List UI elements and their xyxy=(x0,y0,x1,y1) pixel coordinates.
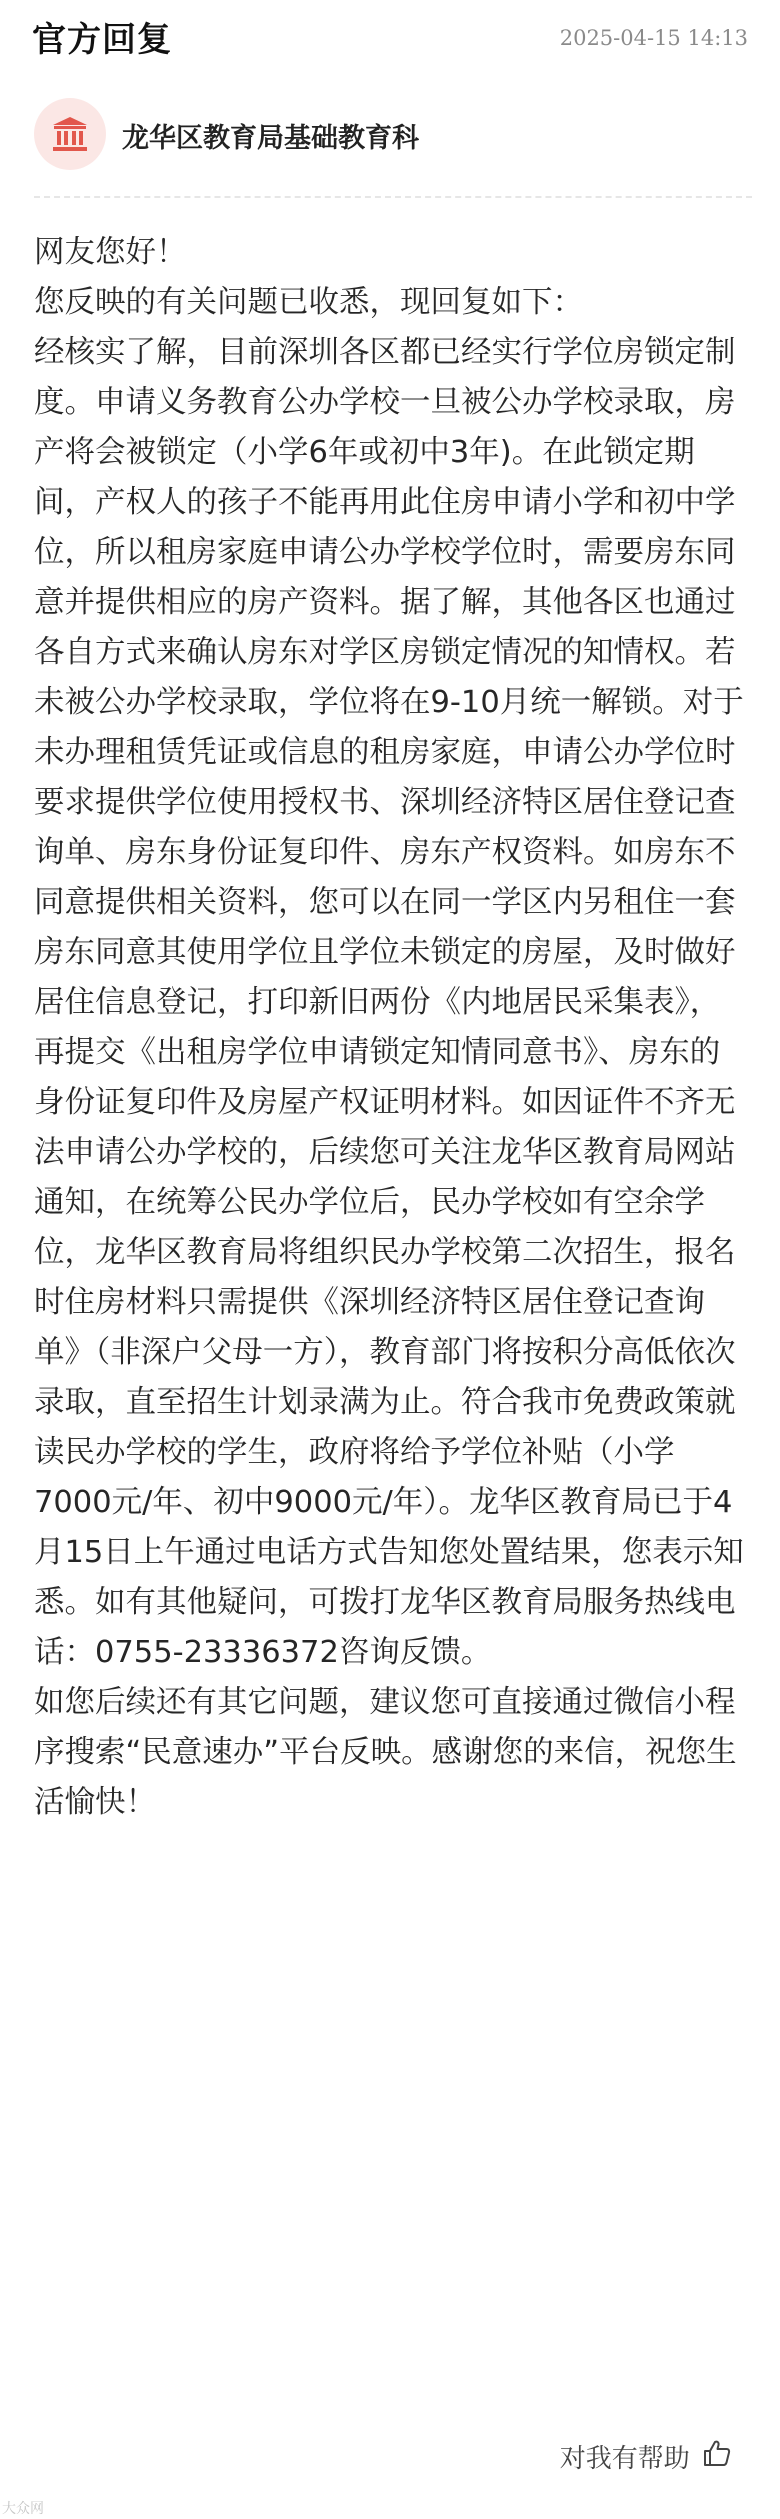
government-building-icon xyxy=(34,98,106,170)
thumbs-up-icon xyxy=(702,2438,732,2480)
reply-body: 经核实了解，目前深圳各区都已经实行学位房锁定制度。申请义务教育公办学校一旦被公办学校录取，房产将会被锁定（小学6年或初中3年)。在此锁定期间，产权人的孩子不能再用此住房申请小学和初中学位，所以租房家庭申请公办学校学位时，需要房东同意并提供相应的房产资料。据了解，其他各区也通过各自方式来确认房东对学区房锁定情况的知情权。若未被公办学校录取，学位将在9-10月统一解锁。对于未办理租赁凭证或信息的租房家庭，申请公办学位时要求提供学位使用授权书、深圳经济特区居住登记查询单、房东身份证复印件、房东产权资料。如房东不同意提供相关资料，您可以在同一学区内另租住一套房东同意其使用学位且学位未锁定的房屋，及时做好居住信息登记，打印新旧两份《内地居民采集表》，再提交《出租房学位申请锁定知情同意书》、房东的身份证复印件及房屋产权证明材料。如因证件不齐无法申请公办学校的，后续您可关注龙华区教育局网站通知，在统筹公民办学位后，民办学校如有空余学位，龙华区教育局将组织民办学校第二次招生，报名时住房材料只需提供《深圳经济特区居住登记查询单》（非深户父母一方），教育部门将按积分高低依次录取，直至招生计划录满为止。符合我市免费政策就读民办学校的学生，政府将给予学位补贴（小学7000元/年、初中9000元/年）。龙华区教育局已于4月15日上午通过电话方式告知您处置结果，您表示知悉。如有其他疑问，可拨打龙华区教育局服务热线电话：0755-23336372咨询反馈。 xyxy=(34,335,744,1670)
watermark: 大众网 xyxy=(2,2501,44,2517)
department-row xyxy=(34,98,748,170)
reply-timestamp: 2025-04-15 14:13 xyxy=(559,26,748,50)
reply-greeting: 网友您好！ xyxy=(34,235,187,270)
reply-header xyxy=(32,10,748,70)
reply-closing: 如您后续还有其它问题，建议您可直接通过微信小程序搜索“民意速办”平台反映。感谢您的来信，祝您生活愉快！ xyxy=(34,1685,737,1820)
reply-intro: 您反映的有关问题已收悉，现回复如下： xyxy=(34,285,583,320)
page-title: 官方回复 xyxy=(32,20,172,60)
reply-content xyxy=(34,228,746,1828)
department-name: 龙华区教育局基础教育科 xyxy=(122,123,419,154)
helpful-label: 对我有帮助 xyxy=(559,2444,690,2474)
section-divider xyxy=(34,196,752,198)
helpful-button[interactable] xyxy=(560,2438,732,2478)
